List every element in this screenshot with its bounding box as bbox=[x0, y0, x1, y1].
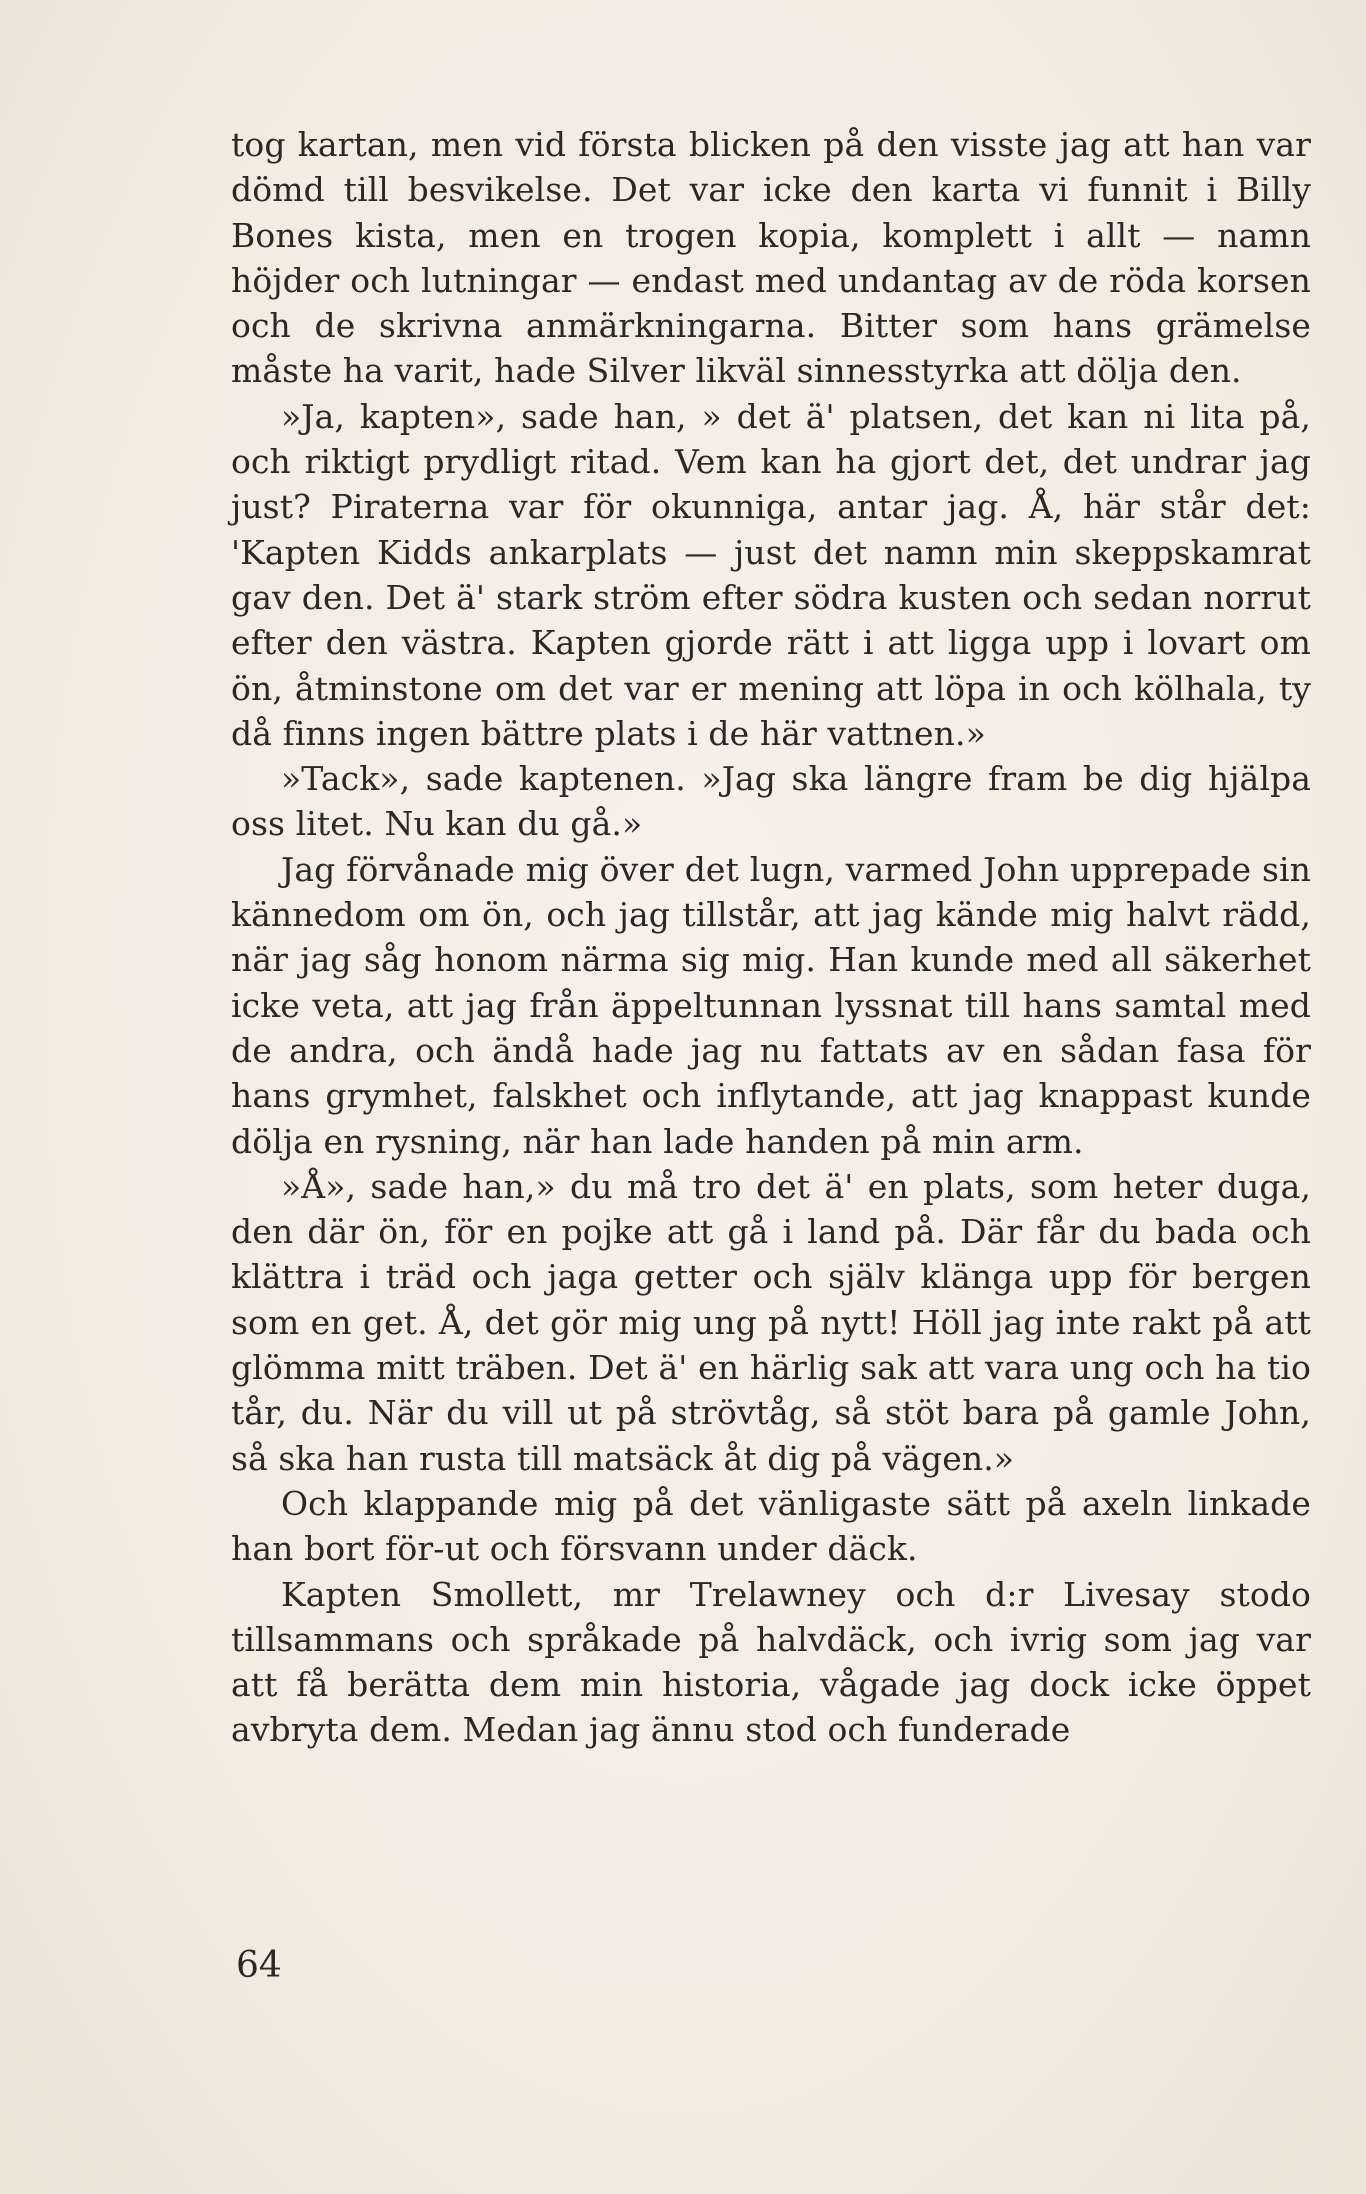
paragraph-7: Kapten Smollett, mr Trelawney och d:r Livesay stodo tillsammans och språkade på halvdäck, och ivrig som jag var att få berätta dem min historia, vågade jag dock icke öppet avbryta dem. Medan jag ännu stod och funderade bbox=[231, 1574, 1311, 1750]
body-text bbox=[231, 122, 1311, 1753]
paragraph-6: Och klappande mig på det vänligaste sätt på axeln linkade han bort för-ut och försvann under däck. bbox=[231, 1483, 1311, 1569]
paragraph-3: »Tack», sade kaptenen. »Jag ska längre fram be dig hjälpa oss litet. Nu kan du gå.» bbox=[231, 759, 1311, 844]
paragraph-1: tog kartan, men vid första blicken på den visste jag att han var dömd till besvikelse. Det var icke den karta vi funnit i Billy Bones kista, men en trogen kopia, komplett i allt — namn höjder och lutningar — endast med undantag av de röda korsen och de skrivna anmärkningarna. Bitter som hans grämelse måste ha varit, hade Silver likväl sinnesstyrka att dölja den. bbox=[231, 125, 1311, 391]
paragraph-5: »Å», sade han,» du må tro det ä' en plats, som heter duga, den där ön, för en pojke att gå i land på. Där får du bada och klättra i träd och jaga getter och själv klänga upp för bergen som en get. Å, det gör mig ung på nytt! Höll jag inte rakt på att glömma mitt träben. Det ä' en härlig sak att vara ung och ha tio tår, du. När du vill ut på strövtåg, så stöt bara på gamle John, så ska han rusta till matsäck åt dig på vägen.» bbox=[231, 1166, 1311, 1478]
paragraph-2: »Ja, kapten», sade han, » det ä' platsen, det kan ni lita på, och riktigt prydligt ritad. Vem kan ha gjort det, det undrar jag just? Piraterna var för okunniga, antar jag. Å, här står det: 'Kapten Kidds ankarplats — just det namn min skeppskamrat gav den. Det ä' stark ström efter södra kusten och sedan norrut efter den västra. Kapten gjorde rätt i att ligga upp i lovart om ön, åtminstone om det var er mening att löpa in och kölhala, ty då finns ingen bättre plats i de här vattnen.» bbox=[231, 396, 1311, 753]
page-number: 64 bbox=[236, 1945, 282, 1986]
paragraph-4: Jag förvånade mig över det lugn, varmed John upprepade sin kännedom om ön, och jag tillstår, att jag kände mig halvt rädd, när jag såg honom närma sig mig. Han kunde med all säkerhet icke veta, att jag från äppeltunnan lyssnat till hans samtal med de andra, och ändå hade jag nu fattats av en sådan fasa för hans grymhet, falskhet och inflytande, att jag knappast kunde dölja en rysning, när han lade handen på min arm. bbox=[231, 849, 1311, 1161]
